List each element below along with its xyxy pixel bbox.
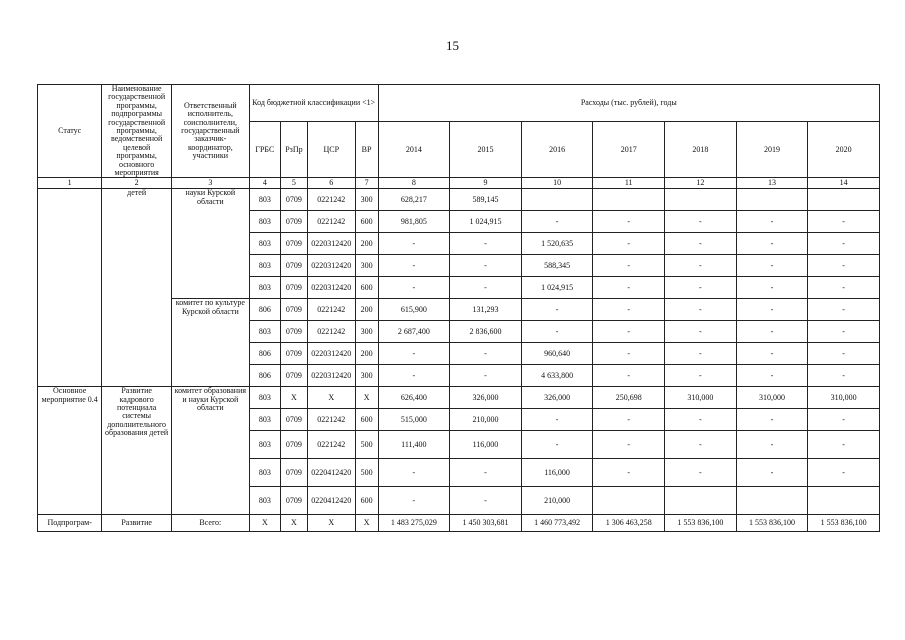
data-cell: - [593, 431, 665, 459]
column-number: 5 [280, 178, 307, 189]
column-number: 14 [808, 178, 880, 189]
data-cell: - [808, 255, 880, 277]
data-cell: 0220312420 [307, 365, 355, 387]
data-cell: - [521, 211, 593, 233]
data-cell: - [808, 459, 880, 487]
data-cell: 500 [355, 431, 378, 459]
data-cell: - [665, 409, 737, 431]
data-cell: 600 [355, 409, 378, 431]
data-cell: 200 [355, 299, 378, 321]
data-cell: 589,145 [450, 189, 522, 211]
column-number: 2 [102, 178, 172, 189]
data-cell: - [593, 255, 665, 277]
data-cell [808, 487, 880, 515]
column-number: 7 [355, 178, 378, 189]
data-cell: 0220412420 [307, 487, 355, 515]
data-cell: - [736, 431, 808, 459]
data-cell: 803 [249, 459, 280, 487]
header-year: 2019 [736, 122, 808, 178]
status-cell: Подпрограм- [38, 515, 102, 532]
data-cell: 131,293 [450, 299, 522, 321]
header-year: 2016 [521, 122, 593, 178]
data-cell: 300 [355, 321, 378, 343]
header-expenses: Расходы (тыс. рублей), годы [378, 85, 879, 122]
data-cell: - [808, 321, 880, 343]
data-cell: 310,000 [665, 387, 737, 409]
data-cell: 1 450 303,681 [450, 515, 522, 532]
data-cell: - [593, 409, 665, 431]
table-row [38, 189, 880, 211]
data-cell [736, 189, 808, 211]
name-cell: детей [102, 189, 172, 387]
data-cell: - [736, 299, 808, 321]
data-cell: 0709 [280, 365, 307, 387]
data-cell: - [593, 459, 665, 487]
data-cell: - [808, 211, 880, 233]
data-cell: - [665, 365, 737, 387]
header-executor: Ответственный исполнитель, соисполнители, государственный заказчик-координатор, участники [171, 85, 249, 178]
data-cell [808, 189, 880, 211]
table-row [38, 387, 880, 409]
data-cell: 0709 [280, 487, 307, 515]
header-year: 2018 [665, 122, 737, 178]
data-cell: - [665, 321, 737, 343]
data-cell: 0709 [280, 409, 307, 431]
data-cell: - [736, 409, 808, 431]
status-cell [38, 189, 102, 387]
data-cell: - [808, 343, 880, 365]
data-cell: 0221242 [307, 321, 355, 343]
name-cell: Развитие кадрового потенциала системы дополнительного образования детей [102, 387, 172, 515]
data-cell: 0220412420 [307, 459, 355, 487]
data-cell: - [378, 459, 450, 487]
name-cell: Развитие [102, 515, 172, 532]
column-number: 11 [593, 178, 665, 189]
data-cell: X [280, 515, 307, 532]
data-cell: - [378, 255, 450, 277]
data-cell: - [450, 365, 522, 387]
data-cell: 803 [249, 409, 280, 431]
data-cell: - [665, 255, 737, 277]
data-cell: 0709 [280, 255, 307, 277]
data-cell: 310,000 [736, 387, 808, 409]
column-number: 4 [249, 178, 280, 189]
data-cell: - [736, 211, 808, 233]
header-year: 2020 [808, 122, 880, 178]
header-status: Статус [38, 85, 102, 178]
data-cell: - [593, 343, 665, 365]
data-cell: - [665, 211, 737, 233]
data-cell: 300 [355, 365, 378, 387]
data-cell: 803 [249, 211, 280, 233]
executor-cell: Всего: [171, 515, 249, 532]
data-cell: 1 520,635 [521, 233, 593, 255]
data-cell: 0221242 [307, 409, 355, 431]
data-cell: - [736, 343, 808, 365]
data-cell [665, 189, 737, 211]
data-cell: 1 553 836,100 [736, 515, 808, 532]
data-cell: 615,900 [378, 299, 450, 321]
data-cell: 803 [249, 321, 280, 343]
data-cell: X [249, 515, 280, 532]
data-cell: X [280, 387, 307, 409]
data-cell: 300 [355, 189, 378, 211]
data-cell: 200 [355, 343, 378, 365]
data-cell: 806 [249, 299, 280, 321]
table-body [38, 178, 880, 532]
executor-cell: комитет по культуре Курской области [171, 299, 249, 387]
data-cell: 0709 [280, 321, 307, 343]
data-cell: 600 [355, 277, 378, 299]
data-cell: - [521, 321, 593, 343]
data-cell: - [450, 277, 522, 299]
data-cell: 0220312420 [307, 343, 355, 365]
data-cell: 0709 [280, 233, 307, 255]
data-cell: - [378, 343, 450, 365]
header-vr: ВР [355, 122, 378, 178]
data-cell: - [450, 343, 522, 365]
header-budget-code: Код бюджетной классификации <1> [249, 85, 378, 122]
data-cell: 1 483 275,029 [378, 515, 450, 532]
data-cell [665, 487, 737, 515]
data-cell: 803 [249, 233, 280, 255]
data-cell: 0709 [280, 343, 307, 365]
data-cell: - [521, 409, 593, 431]
data-cell: 1 460 773,492 [521, 515, 593, 532]
column-number: 3 [171, 178, 249, 189]
data-cell: 803 [249, 255, 280, 277]
data-cell: - [808, 233, 880, 255]
data-cell: 803 [249, 387, 280, 409]
data-cell: 628,217 [378, 189, 450, 211]
data-cell: X [355, 515, 378, 532]
data-cell: 0709 [280, 189, 307, 211]
executor-cell: комитет образования и науки Курской области [171, 387, 249, 515]
data-cell: 0709 [280, 431, 307, 459]
data-cell: - [665, 459, 737, 487]
data-cell: 111,400 [378, 431, 450, 459]
data-cell: - [521, 299, 593, 321]
data-cell: 0220312420 [307, 255, 355, 277]
page-number: 15 [446, 38, 459, 53]
data-cell: - [450, 233, 522, 255]
data-cell: X [307, 387, 355, 409]
data-cell: - [808, 365, 880, 387]
data-cell: 0709 [280, 299, 307, 321]
data-cell [521, 189, 593, 211]
status-cell: Основное мероприятие 0.4 [38, 387, 102, 515]
header-year: 2015 [450, 122, 522, 178]
data-cell: 806 [249, 343, 280, 365]
data-cell: - [665, 299, 737, 321]
header-year: 2014 [378, 122, 450, 178]
data-cell: - [665, 233, 737, 255]
header-year: 2017 [593, 122, 665, 178]
data-cell: - [378, 233, 450, 255]
data-cell: - [378, 365, 450, 387]
data-cell: 116,000 [450, 431, 522, 459]
data-cell: X [355, 387, 378, 409]
data-cell: 210,000 [521, 487, 593, 515]
data-cell: 0221242 [307, 189, 355, 211]
data-cell: 803 [249, 431, 280, 459]
data-cell: 600 [355, 211, 378, 233]
column-number: 9 [450, 178, 522, 189]
data-cell: - [665, 343, 737, 365]
data-cell: 0709 [280, 277, 307, 299]
data-cell: 806 [249, 365, 280, 387]
column-number: 10 [521, 178, 593, 189]
data-cell: - [736, 233, 808, 255]
column-number: 8 [378, 178, 450, 189]
data-cell: - [593, 233, 665, 255]
data-cell: - [736, 365, 808, 387]
data-cell: - [593, 211, 665, 233]
data-cell: 0220312420 [307, 233, 355, 255]
column-number: 13 [736, 178, 808, 189]
data-cell: - [736, 321, 808, 343]
data-cell: - [450, 459, 522, 487]
data-cell: 1 553 836,100 [665, 515, 737, 532]
data-cell: 1 553 836,100 [808, 515, 880, 532]
data-cell: - [736, 255, 808, 277]
data-cell: 0220312420 [307, 277, 355, 299]
header-grbs: ГРБС [249, 122, 280, 178]
data-cell: 0221242 [307, 431, 355, 459]
data-cell: - [593, 365, 665, 387]
data-cell: - [593, 321, 665, 343]
header-rzpr: РзПр [280, 122, 307, 178]
data-cell: - [521, 431, 593, 459]
data-cell: 2 687,400 [378, 321, 450, 343]
data-cell: 500 [355, 459, 378, 487]
data-cell: 0709 [280, 459, 307, 487]
data-cell: - [450, 255, 522, 277]
data-cell: 116,000 [521, 459, 593, 487]
data-cell [736, 487, 808, 515]
data-cell: 981,805 [378, 211, 450, 233]
data-cell: 588,345 [521, 255, 593, 277]
data-cell: - [665, 431, 737, 459]
data-cell: - [736, 459, 808, 487]
subprogram-total-row [38, 515, 880, 532]
column-number: 6 [307, 178, 355, 189]
data-cell: 803 [249, 277, 280, 299]
data-cell: 2 836,600 [450, 321, 522, 343]
data-cell: 1 024,915 [521, 277, 593, 299]
data-cell: - [808, 431, 880, 459]
data-cell: 4 633,800 [521, 365, 593, 387]
data-cell: 300 [355, 255, 378, 277]
data-cell: 803 [249, 487, 280, 515]
header-csr: ЦСР [307, 122, 355, 178]
data-cell: 0709 [280, 211, 307, 233]
data-cell: 0221242 [307, 211, 355, 233]
data-cell: - [736, 277, 808, 299]
data-cell: - [378, 487, 450, 515]
data-cell: 515,000 [378, 409, 450, 431]
data-cell: 200 [355, 233, 378, 255]
data-cell: 960,640 [521, 343, 593, 365]
data-cell: 326,000 [450, 387, 522, 409]
column-number: 1 [38, 178, 102, 189]
data-cell: X [307, 515, 355, 532]
data-cell: 803 [249, 189, 280, 211]
data-cell: 1 024,915 [450, 211, 522, 233]
data-cell: - [593, 277, 665, 299]
data-cell [593, 189, 665, 211]
column-number: 12 [665, 178, 737, 189]
data-cell: 250,698 [593, 387, 665, 409]
data-cell: - [378, 277, 450, 299]
data-cell: - [665, 277, 737, 299]
header-name: Наименование государственной программы, подпрограммы государственной программы, ведомственной целевой программы, основного мероприятия [102, 85, 172, 178]
data-cell: - [450, 487, 522, 515]
data-cell: - [808, 277, 880, 299]
data-cell: - [593, 299, 665, 321]
data-cell: 0221242 [307, 299, 355, 321]
data-cell: 600 [355, 487, 378, 515]
data-cell: 310,000 [808, 387, 880, 409]
column-numbers-row [38, 178, 880, 189]
data-cell: 1 306 463,258 [593, 515, 665, 532]
data-cell: - [808, 299, 880, 321]
budget-table [37, 84, 880, 532]
data-cell: - [808, 409, 880, 431]
data-cell: 626,400 [378, 387, 450, 409]
data-cell: 210,000 [450, 409, 522, 431]
data-cell: 326,000 [521, 387, 593, 409]
data-cell [593, 487, 665, 515]
executor-cell: науки Курской области [171, 189, 249, 299]
